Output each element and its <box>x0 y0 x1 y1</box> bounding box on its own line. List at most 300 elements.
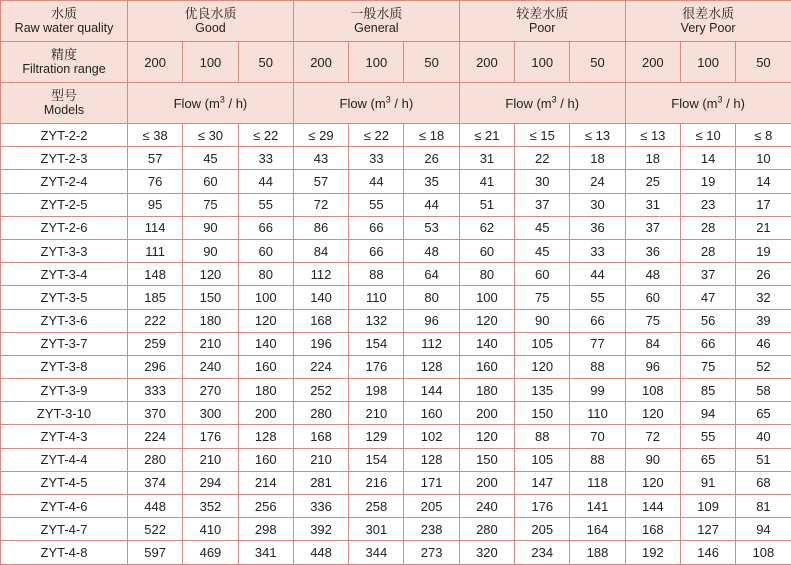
flow-value-cell: 18 <box>570 147 625 170</box>
flow-value-cell: 180 <box>459 379 514 402</box>
flow-value-cell: 128 <box>404 355 459 378</box>
header-group-poor-en: Poor <box>460 21 625 36</box>
flow-value-cell: 26 <box>736 263 791 286</box>
header-flow-very-poor <box>625 83 791 124</box>
table-header <box>1 1 791 124</box>
flow-value-cell: 192 <box>625 541 680 564</box>
table-row <box>1 239 791 262</box>
header-group-very-poor <box>625 1 791 42</box>
table-row <box>1 147 791 170</box>
flow-value-cell: 140 <box>459 332 514 355</box>
header-models-en: Models <box>1 103 127 118</box>
flow-value-cell: 198 <box>349 379 404 402</box>
flow-value-cell: 36 <box>625 239 680 262</box>
header-raw-water-quality <box>1 1 128 42</box>
flow-value-cell: 114 <box>128 216 183 239</box>
flow-value-cell: 205 <box>515 518 570 541</box>
table-row <box>1 286 791 309</box>
flow-value-cell: 196 <box>293 332 348 355</box>
flow-value-cell: 100 <box>238 286 293 309</box>
model-cell: ZYT-3-7 <box>1 332 128 355</box>
flow-value-cell: 168 <box>293 309 348 332</box>
flow-value-cell: 224 <box>128 425 183 448</box>
flow-value-cell: ≤ 13 <box>570 124 625 147</box>
flow-value-cell: 17 <box>736 193 791 216</box>
flow-value-cell: 120 <box>625 402 680 425</box>
flow-value-cell: 110 <box>570 402 625 425</box>
header-range-value: 200 <box>293 42 348 83</box>
flow-value-cell: 48 <box>404 239 459 262</box>
flow-value-cell: 108 <box>736 541 791 564</box>
table-row <box>1 263 791 286</box>
flow-value-cell: ≤ 8 <box>736 124 791 147</box>
table-row <box>1 170 791 193</box>
flow-value-cell: 205 <box>404 495 459 518</box>
header-range-value: 200 <box>625 42 680 83</box>
header-group-poor <box>459 1 625 42</box>
flow-value-cell: 135 <box>515 379 570 402</box>
flow-value-cell: 469 <box>183 541 238 564</box>
flow-value-cell: 14 <box>680 147 735 170</box>
flow-value-cell: 118 <box>570 471 625 494</box>
flow-exponent: 3 <box>220 95 225 105</box>
flow-value-cell: 154 <box>349 448 404 471</box>
flow-value-cell: 40 <box>736 425 791 448</box>
flow-value-cell: 46 <box>736 332 791 355</box>
flow-value-cell: 258 <box>349 495 404 518</box>
flow-value-cell: 37 <box>680 263 735 286</box>
flow-value-cell: 84 <box>625 332 680 355</box>
header-row-models <box>1 83 791 124</box>
flow-value-cell: 32 <box>736 286 791 309</box>
flow-prefix: Flow (m <box>174 96 220 111</box>
flow-value-cell: 150 <box>183 286 238 309</box>
flow-value-cell: 75 <box>515 286 570 309</box>
flow-value-cell: 52 <box>736 355 791 378</box>
flow-value-cell: 144 <box>625 495 680 518</box>
flow-value-cell: 164 <box>570 518 625 541</box>
model-cell: ZYT-3-8 <box>1 355 128 378</box>
flow-value-cell: 24 <box>570 170 625 193</box>
flow-value-cell: ≤ 38 <box>128 124 183 147</box>
flow-value-cell: 280 <box>293 402 348 425</box>
model-cell: ZYT-4-6 <box>1 495 128 518</box>
table-row <box>1 124 791 147</box>
flow-value-cell: 31 <box>459 147 514 170</box>
flow-value-cell: ≤ 15 <box>515 124 570 147</box>
flow-value-cell: 30 <box>570 193 625 216</box>
flow-value-cell: 105 <box>515 448 570 471</box>
flow-value-cell: 23 <box>680 193 735 216</box>
flow-value-cell: 72 <box>293 193 348 216</box>
model-cell: ZYT-3-9 <box>1 379 128 402</box>
flow-value-cell: 120 <box>183 263 238 286</box>
flow-value-cell: 448 <box>128 495 183 518</box>
flow-value-cell: 75 <box>183 193 238 216</box>
flow-value-cell: 41 <box>459 170 514 193</box>
flow-value-cell: 200 <box>459 402 514 425</box>
flow-value-cell: 141 <box>570 495 625 518</box>
flow-value-cell: 200 <box>238 402 293 425</box>
header-models <box>1 83 128 124</box>
flow-value-cell: 81 <box>736 495 791 518</box>
flow-value-cell: 154 <box>349 332 404 355</box>
flow-value-cell: 294 <box>183 471 238 494</box>
flow-value-cell: 19 <box>736 239 791 262</box>
flow-value-cell: 176 <box>515 495 570 518</box>
flow-value-cell: 112 <box>404 332 459 355</box>
flow-value-cell: 210 <box>349 402 404 425</box>
header-range-value: 100 <box>515 42 570 83</box>
flow-value-cell: 47 <box>680 286 735 309</box>
header-filtration-range <box>1 42 128 83</box>
header-flow-good <box>128 83 294 124</box>
header-range-value: 50 <box>404 42 459 83</box>
flow-value-cell: 105 <box>515 332 570 355</box>
flow-value-cell: 200 <box>459 471 514 494</box>
flow-value-cell: 25 <box>625 170 680 193</box>
flow-unit-label <box>174 96 248 111</box>
flow-value-cell: 91 <box>680 471 735 494</box>
flow-exponent: 3 <box>718 95 723 105</box>
flow-prefix: Flow (m <box>340 96 386 111</box>
flow-suffix: / h) <box>228 96 247 111</box>
table-row <box>1 518 791 541</box>
model-cell: ZYT-3-3 <box>1 239 128 262</box>
header-group-good <box>128 1 294 42</box>
flow-value-cell: 270 <box>183 379 238 402</box>
table-row <box>1 193 791 216</box>
flow-value-cell: 150 <box>515 402 570 425</box>
flow-value-cell: 374 <box>128 471 183 494</box>
flow-value-cell: 96 <box>625 355 680 378</box>
flow-value-cell: 210 <box>293 448 348 471</box>
flow-value-cell: 36 <box>570 216 625 239</box>
flow-value-cell: 168 <box>625 518 680 541</box>
model-cell: ZYT-4-3 <box>1 425 128 448</box>
flow-value-cell: 53 <box>404 216 459 239</box>
header-range-value: 200 <box>128 42 183 83</box>
flow-value-cell: 86 <box>293 216 348 239</box>
flow-value-cell: 80 <box>404 286 459 309</box>
header-range-value: 100 <box>183 42 238 83</box>
flow-value-cell: 94 <box>736 518 791 541</box>
flow-value-cell: 146 <box>680 541 735 564</box>
flow-value-cell: 44 <box>238 170 293 193</box>
flow-value-cell: 51 <box>459 193 514 216</box>
flow-value-cell: ≤ 29 <box>293 124 348 147</box>
header-flow-poor <box>459 83 625 124</box>
header-group-good-cn: 优良水质 <box>128 6 293 21</box>
flow-value-cell: 120 <box>625 471 680 494</box>
flow-value-cell: 160 <box>238 448 293 471</box>
header-raw-water-quality-en: Raw water quality <box>1 21 127 36</box>
flow-value-cell: 62 <box>459 216 514 239</box>
flow-value-cell: 112 <box>293 263 348 286</box>
header-range-value: 50 <box>238 42 293 83</box>
table-row <box>1 471 791 494</box>
flow-value-cell: 66 <box>570 309 625 332</box>
flow-value-cell: 99 <box>570 379 625 402</box>
flow-value-cell: 185 <box>128 286 183 309</box>
flow-value-cell: 33 <box>570 239 625 262</box>
flow-suffix: / h) <box>394 96 413 111</box>
model-cell: ZYT-3-4 <box>1 263 128 286</box>
header-row-filtration <box>1 42 791 83</box>
flow-value-cell: 238 <box>404 518 459 541</box>
flow-value-cell: ≤ 13 <box>625 124 680 147</box>
flow-value-cell: 296 <box>128 355 183 378</box>
flow-value-cell: 56 <box>680 309 735 332</box>
header-group-poor-cn: 较差水质 <box>460 6 625 21</box>
flow-value-cell: 352 <box>183 495 238 518</box>
flow-value-cell: 150 <box>459 448 514 471</box>
flow-value-cell: 95 <box>128 193 183 216</box>
flow-prefix: Flow (m <box>671 96 717 111</box>
flow-prefix: Flow (m <box>505 96 551 111</box>
table-row <box>1 216 791 239</box>
model-cell: ZYT-3-6 <box>1 309 128 332</box>
flow-value-cell: 80 <box>238 263 293 286</box>
flow-unit-label <box>505 96 579 111</box>
flow-suffix: / h) <box>726 96 745 111</box>
flow-value-cell: 128 <box>238 425 293 448</box>
flow-value-cell: 64 <box>404 263 459 286</box>
header-range-value: 200 <box>459 42 514 83</box>
flow-value-cell: 180 <box>183 309 238 332</box>
model-cell: ZYT-3-10 <box>1 402 128 425</box>
flow-value-cell: 28 <box>680 239 735 262</box>
flow-value-cell: 222 <box>128 309 183 332</box>
flow-value-cell: 66 <box>680 332 735 355</box>
model-cell: ZYT-2-6 <box>1 216 128 239</box>
flow-value-cell: 37 <box>625 216 680 239</box>
flow-value-cell: 259 <box>128 332 183 355</box>
flow-value-cell: 96 <box>404 309 459 332</box>
header-row-quality <box>1 1 791 42</box>
table-row <box>1 495 791 518</box>
flow-value-cell: 129 <box>349 425 404 448</box>
model-cell: ZYT-2-5 <box>1 193 128 216</box>
flow-value-cell: 14 <box>736 170 791 193</box>
flow-value-cell: 216 <box>349 471 404 494</box>
flow-value-cell: 120 <box>459 425 514 448</box>
flow-value-cell: 171 <box>404 471 459 494</box>
flow-value-cell: 132 <box>349 309 404 332</box>
flow-value-cell: 66 <box>238 216 293 239</box>
flow-value-cell: 65 <box>680 448 735 471</box>
header-flow-general <box>293 83 459 124</box>
flow-value-cell: 28 <box>680 216 735 239</box>
flow-value-cell: 176 <box>183 425 238 448</box>
flow-value-cell: 90 <box>183 239 238 262</box>
flow-value-cell: 77 <box>570 332 625 355</box>
flow-value-cell: 37 <box>515 193 570 216</box>
flow-value-cell: 234 <box>515 541 570 564</box>
flow-unit-label <box>340 96 414 111</box>
flow-value-cell: 75 <box>625 309 680 332</box>
flow-value-cell: 147 <box>515 471 570 494</box>
flow-value-cell: 43 <box>293 147 348 170</box>
header-filtration-range-en: Filtration range <box>1 62 127 77</box>
flow-value-cell: 448 <box>293 541 348 564</box>
flow-value-cell: 210 <box>183 332 238 355</box>
table-row <box>1 541 791 564</box>
table-row <box>1 448 791 471</box>
flow-value-cell: 90 <box>515 309 570 332</box>
flow-value-cell: 90 <box>625 448 680 471</box>
flow-value-cell: 180 <box>238 379 293 402</box>
flow-value-cell: 109 <box>680 495 735 518</box>
flow-value-cell: 60 <box>238 239 293 262</box>
flow-value-cell: 94 <box>680 402 735 425</box>
flow-value-cell: 45 <box>183 147 238 170</box>
flow-value-cell: 51 <box>736 448 791 471</box>
flow-value-cell: 336 <box>293 495 348 518</box>
flow-value-cell: 57 <box>293 170 348 193</box>
flow-value-cell: ≤ 18 <box>404 124 459 147</box>
flow-value-cell: 522 <box>128 518 183 541</box>
flow-value-cell: ≤ 21 <box>459 124 514 147</box>
flow-value-cell: 370 <box>128 402 183 425</box>
flow-value-cell: 252 <box>293 379 348 402</box>
flow-value-cell: 60 <box>183 170 238 193</box>
flow-value-cell: 26 <box>404 147 459 170</box>
flow-value-cell: 60 <box>459 239 514 262</box>
flow-value-cell: 21 <box>736 216 791 239</box>
model-cell: ZYT-2-3 <box>1 147 128 170</box>
flow-value-cell: 333 <box>128 379 183 402</box>
flow-value-cell: 240 <box>459 495 514 518</box>
flow-value-cell: 280 <box>128 448 183 471</box>
flow-value-cell: 66 <box>349 216 404 239</box>
flow-value-cell: 256 <box>238 495 293 518</box>
flow-value-cell: 18 <box>625 147 680 170</box>
flow-value-cell: 88 <box>349 263 404 286</box>
flow-exponent: 3 <box>552 95 557 105</box>
header-group-general <box>293 1 459 42</box>
flow-value-cell: ≤ 10 <box>680 124 735 147</box>
table-row <box>1 355 791 378</box>
flow-value-cell: 45 <box>515 216 570 239</box>
flow-value-cell: 102 <box>404 425 459 448</box>
flow-value-cell: 140 <box>293 286 348 309</box>
flow-value-cell: 60 <box>625 286 680 309</box>
flow-value-cell: 72 <box>625 425 680 448</box>
flow-value-cell: 55 <box>238 193 293 216</box>
flow-value-cell: 88 <box>570 355 625 378</box>
flow-value-cell: 120 <box>515 355 570 378</box>
flow-value-cell: 55 <box>349 193 404 216</box>
flow-value-cell: 392 <box>293 518 348 541</box>
flow-value-cell: 214 <box>238 471 293 494</box>
header-raw-water-quality-cn: 水质 <box>1 6 127 21</box>
flow-value-cell: 280 <box>459 518 514 541</box>
flow-value-cell: 45 <box>515 239 570 262</box>
flow-value-cell: 273 <box>404 541 459 564</box>
flow-value-cell: 90 <box>183 216 238 239</box>
flow-value-cell: 341 <box>238 541 293 564</box>
flow-value-cell: 55 <box>680 425 735 448</box>
flow-value-cell: 44 <box>404 193 459 216</box>
flow-exponent: 3 <box>386 95 391 105</box>
table-row <box>1 402 791 425</box>
flow-value-cell: 160 <box>404 402 459 425</box>
flow-value-cell: 30 <box>515 170 570 193</box>
flow-value-cell: 108 <box>625 379 680 402</box>
table-row <box>1 425 791 448</box>
flow-value-cell: 85 <box>680 379 735 402</box>
flow-value-cell: 76 <box>128 170 183 193</box>
flow-value-cell: 75 <box>680 355 735 378</box>
flow-value-cell: 320 <box>459 541 514 564</box>
flow-value-cell: 110 <box>349 286 404 309</box>
flow-value-cell: 65 <box>736 402 791 425</box>
flow-value-cell: 210 <box>183 448 238 471</box>
flow-value-cell: 300 <box>183 402 238 425</box>
header-range-value: 50 <box>736 42 791 83</box>
flow-value-cell: 144 <box>404 379 459 402</box>
model-cell: ZYT-3-5 <box>1 286 128 309</box>
header-range-value: 100 <box>349 42 404 83</box>
flow-value-cell: 33 <box>238 147 293 170</box>
flow-value-cell: 84 <box>293 239 348 262</box>
model-cell: ZYT-2-4 <box>1 170 128 193</box>
flow-value-cell: 100 <box>459 286 514 309</box>
flow-value-cell: ≤ 30 <box>183 124 238 147</box>
flow-value-cell: 19 <box>680 170 735 193</box>
header-group-very-poor-en: Very Poor <box>626 21 791 36</box>
flow-value-cell: 44 <box>349 170 404 193</box>
header-range-value: 100 <box>680 42 735 83</box>
table-row <box>1 332 791 355</box>
header-filtration-range-cn: 精度 <box>1 47 127 62</box>
flow-value-cell: 31 <box>625 193 680 216</box>
flow-value-cell: 88 <box>515 425 570 448</box>
flow-value-cell: 160 <box>238 355 293 378</box>
flow-value-cell: 44 <box>570 263 625 286</box>
flow-value-cell: 57 <box>128 147 183 170</box>
flow-value-cell: ≤ 22 <box>349 124 404 147</box>
flow-value-cell: 55 <box>570 286 625 309</box>
flow-value-cell: 48 <box>625 263 680 286</box>
flow-value-cell: 298 <box>238 518 293 541</box>
flow-value-cell: 140 <box>238 332 293 355</box>
table-row <box>1 309 791 332</box>
flow-value-cell: 120 <box>238 309 293 332</box>
flow-unit-label <box>671 96 745 111</box>
flow-value-cell: 10 <box>736 147 791 170</box>
model-cell: ZYT-4-7 <box>1 518 128 541</box>
header-range-value: 50 <box>570 42 625 83</box>
table-row <box>1 379 791 402</box>
flow-value-cell: 68 <box>736 471 791 494</box>
header-models-cn: 型号 <box>1 88 127 103</box>
header-group-good-en: Good <box>128 21 293 36</box>
header-group-very-poor-cn: 很差水质 <box>626 6 791 21</box>
model-cell: ZYT-4-4 <box>1 448 128 471</box>
header-group-general-en: General <box>294 21 459 36</box>
flow-value-cell: 281 <box>293 471 348 494</box>
flow-value-cell: 80 <box>459 263 514 286</box>
flow-value-cell: ≤ 22 <box>238 124 293 147</box>
flow-suffix: / h) <box>560 96 579 111</box>
header-group-general-cn: 一般水质 <box>294 6 459 21</box>
model-cell: ZYT-2-2 <box>1 124 128 147</box>
flow-value-cell: 240 <box>183 355 238 378</box>
flow-value-cell: 188 <box>570 541 625 564</box>
flow-value-cell: 127 <box>680 518 735 541</box>
